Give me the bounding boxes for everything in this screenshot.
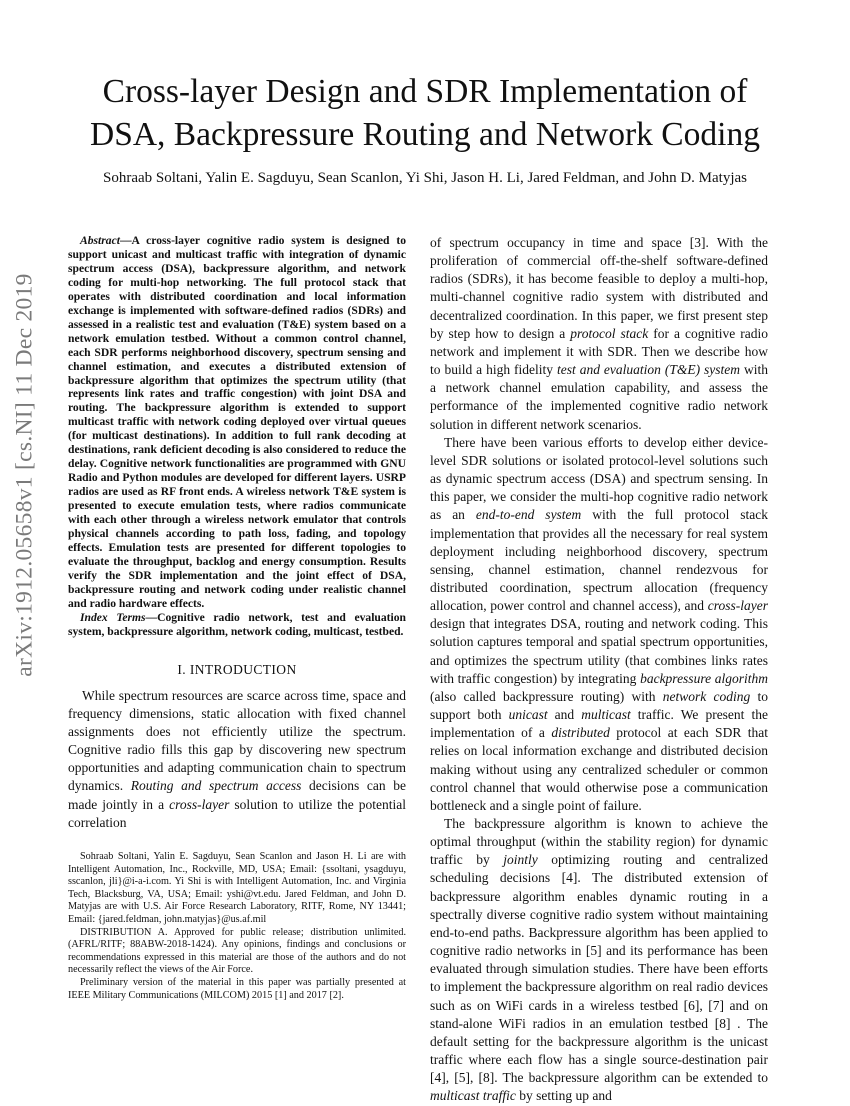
index-terms-lead: Index Terms xyxy=(80,610,146,624)
index-terms: Index Terms—Cognitive radio network, test and evaluation system, backpressure algorithm, network coding, multicast, testbed. xyxy=(68,610,406,638)
arxiv-identifier-stamp xyxy=(2,0,48,1100)
title-line-2: DSA, Backpressure Routing and Network Coding xyxy=(90,116,760,153)
arxiv-identifier-text: arXiv:1912.05658v1 [cs.NI] 11 Dec 2019 xyxy=(11,273,38,677)
author-list: Sohraab Soltani, Yalin E. Sagduyu, Sean Scanlon, Yi Shi, Jason H. Li, Jared Feldman, and John D. Matyjas xyxy=(103,170,747,186)
intro-paragraph-1: While spectrum resources are scarce across time, space and frequency dimensions, static allocation with fixed channel assignments does not efficiently utilize the spectrum. Cognitive radio fills this gap by discovering new spectrum opportunities and adapting communication chain to spectrum dynamics. Routing and spectrum access decisions can be made jointly in a cross-layer solution to utilize the potential correlation xyxy=(68,687,406,830)
abstract-text: A cross-layer cognitive radio system is designed to support unicast and multicast traffic with integration of dynamic spectrum access (DSA), backpressure algorithm, and network coding for multi-hop networking. The full protocol stack that operates with distributed coordination and local information exchange is implemented with software-defined radios (SDRs) and assessed in a realistic test and evaluation (T&E) system based on a network emulation testbed. Without a common control channel, each SDR performs neighborhood discovery, spectrum sensing and channel estimation, and executes a distributed extension of backpressure algorithm that optimizes the spectrum utility (that represents link rates and traffic congestion) with joint DSA and routing. The backpressure algorithm is extended to support multicast traffic with network coding deployed over virtual queues (for multicast destinations). In addition to full rank decoding at destinations, rank deficient decoding is also considered to reduce the delay. Cognitive network functionalities are programmed with GNU Radio and Python modules are developed for different layers. USRP radios are used as RF front ends. A wireless network T&E system is presented to execute emulation tests, where radios communicate with each other through a wireless network emulator that controls physical channels according to path loss, fading, and topology effects. Emulation tests are presented for different topologies to evaluate the throughput, backlog and energy consumption. Results verify the SDR implementation and the joint effect of DSA, backpressure routing and network coding under realistic channel and radio hardware effects. xyxy=(68,234,406,610)
intro-paragraph-continued: of spectrum occupancy in time and space [3]. With the proliferation of commercial off-the-shelf software-defined radios (SDRs), it has become feasible to deploy a multi-hop, multi-channel cognitive radio system with distributed and decentralized coordination. In this paper, we first present step by step how to design a protocol stack for a cognitive radio network and implement it with SDR. Then we describe how to build a high fidelity test and evaluation (T&E) system with a network channel emulation capability, and assess the performance of the implemented cognitive radio network solution in different network scenarios. xyxy=(430,235,768,432)
footnote-affiliations: Sohraab Soltani, Yalin E. Sagduyu, Sean Scanlon and Jason H. Li are with Intelligent Automation, Inc., Rockville, MD, USA; Email: {ssoltani, ysagduyu, sscanlon, jli}@i-a-i.com. Yi Shi is with Intelligent Automation, Inc. and Virginia Tech, Blacksburg, VA, USA; Email: yshi@vt.edu. Jared Feldman, and John D. Matyjas are with U.S. Air Force Research Laboratory, RITF, Rome, NY 13441; Email: {jared.feldman, john.matyjas}@us.af.mil xyxy=(68,851,406,925)
section-heading-introduction: I. INTRODUCTION xyxy=(177,661,297,677)
intro-paragraph-2: There have been various efforts to develop either device-level SDR solutions or isolated protocol-level solutions such as dynamic spectrum access (DSA) and spectrum sensing. In this paper, we consider the multi-hop cognitive radio network as an end-to-end system with the full protocol stack implementation that provides all the necessary for real system deployment including neighborhood discovery, spectrum sensing, channel estimation, channel rendezvous for distributed coordination, spectrum allocation (frequency allocation, power control and channel access), and cross-layer design that integrates DSA, routing and network coding. This solution captures temporal and spatial spectrum opportunities, and optimizes the spectrum utility (that combines links rates with traffic congestion) by integrating backpressure algorithm (also called backpressure routing) with network coding to support both unicast and multicast traffic. We present the implementation of a distributed protocol at each SDR that relies on local information exchange and distributed decision making without using any centralized scheduler or common control channel that would otherwise pose a communication bottleneck and a single point of failure. xyxy=(430,434,769,813)
index-terms-text: Cognitive radio network, test and evaluation system, backpressure algorithm, network coding, multicast, testbed. xyxy=(68,610,406,638)
right-column xyxy=(430,234,768,1106)
footnote-preliminary-version: Preliminary version of the material in this paper was partially presented at IEEE Military Communications (MILCOM) 2015 [1] and 2017 [2]. xyxy=(68,976,406,1001)
footnote-distribution: DISTRIBUTION A. Approved for public release; distribution unlimited. (AFRL/RITF; 88ABW-2018-1424). Any opinions, findings and conclusions or recommendations expressed in this material are those of the authors and do not necessarily reflect the views of the Air Force. xyxy=(68,926,406,976)
abstract-lead: Abstract xyxy=(80,234,120,247)
left-column xyxy=(68,234,406,832)
title-line-1: Cross-layer Design and SDR Implementation of xyxy=(102,73,748,110)
intro-paragraph-3: The backpressure algorithm is known to achieve the optimal throughput (within the stability region) for dynamic traffic by jointly optimizing routing and centralized scheduling decisions [4]. The distributed extension of backpressure algorithm enables dynamic routing in a spectrally diverse cognitive radio system without maintaining end-to-end paths. Backpressure algorithm has been applied to cognitive radio networks in [5] and its performance has been evaluated through simulation studies. There have been efforts to implement the backpressure algorithm on real radio devices such as on WiFi cards in a wireless testbed [6], [7] and on stand-alone WiFi radios in an emulation testbed [8] . The default setting for the backpressure algorithm is the unicast traffic where each flow has a single source-destination pair [4], [5], [8]. The backpressure algorithm can be extended to multicast traffic by setting up and xyxy=(430,816,768,1104)
abstract: Abstract—A cross-layer cognitive radio system is designed to support unicast and multicast traffic with integration of dynamic spectrum access (DSA), backpressure algorithm, and network coding for multi-hop networking. The full protocol stack that operates with distributed coordination and local information exchange is implemented with software-defined radios (SDRs) and assessed in a realistic test and evaluation (T&E) system based on a network emulation testbed. Without a common control channel, each SDR performs neighborhood discovery, spectrum sensing and channel estimation, and executes a distributed extension of backpressure algorithm that optimizes the spectrum utility (that represents link rates and traffic congestion) with joint DSA and routing. The backpressure algorithm is extended to support multicast traffic with network coding deployed over virtual queues (for multicast destinations). In addition to full rank decoding at destinations, rank deficient decoding is also considered to reduce the delay. Cognitive network functionalities are programmed with GNU Radio and Python modules are developed for different layers. USRP radios are used as RF front ends. A wireless network T&E system is presented to execute emulation tests, where radios communicate with each other through a wireless network emulator that controls physical channels according to path loss, fading, and topology effects. Emulation tests are presented for different topologies to evaluate the throughput, backlog and energy consumption. Results verify the SDR implementation and the joint effect of DSA, backpressure routing and network coding under realistic channel and radio hardware effects. xyxy=(68,234,406,610)
footnotes xyxy=(68,851,406,1002)
paper-title xyxy=(60,70,790,156)
